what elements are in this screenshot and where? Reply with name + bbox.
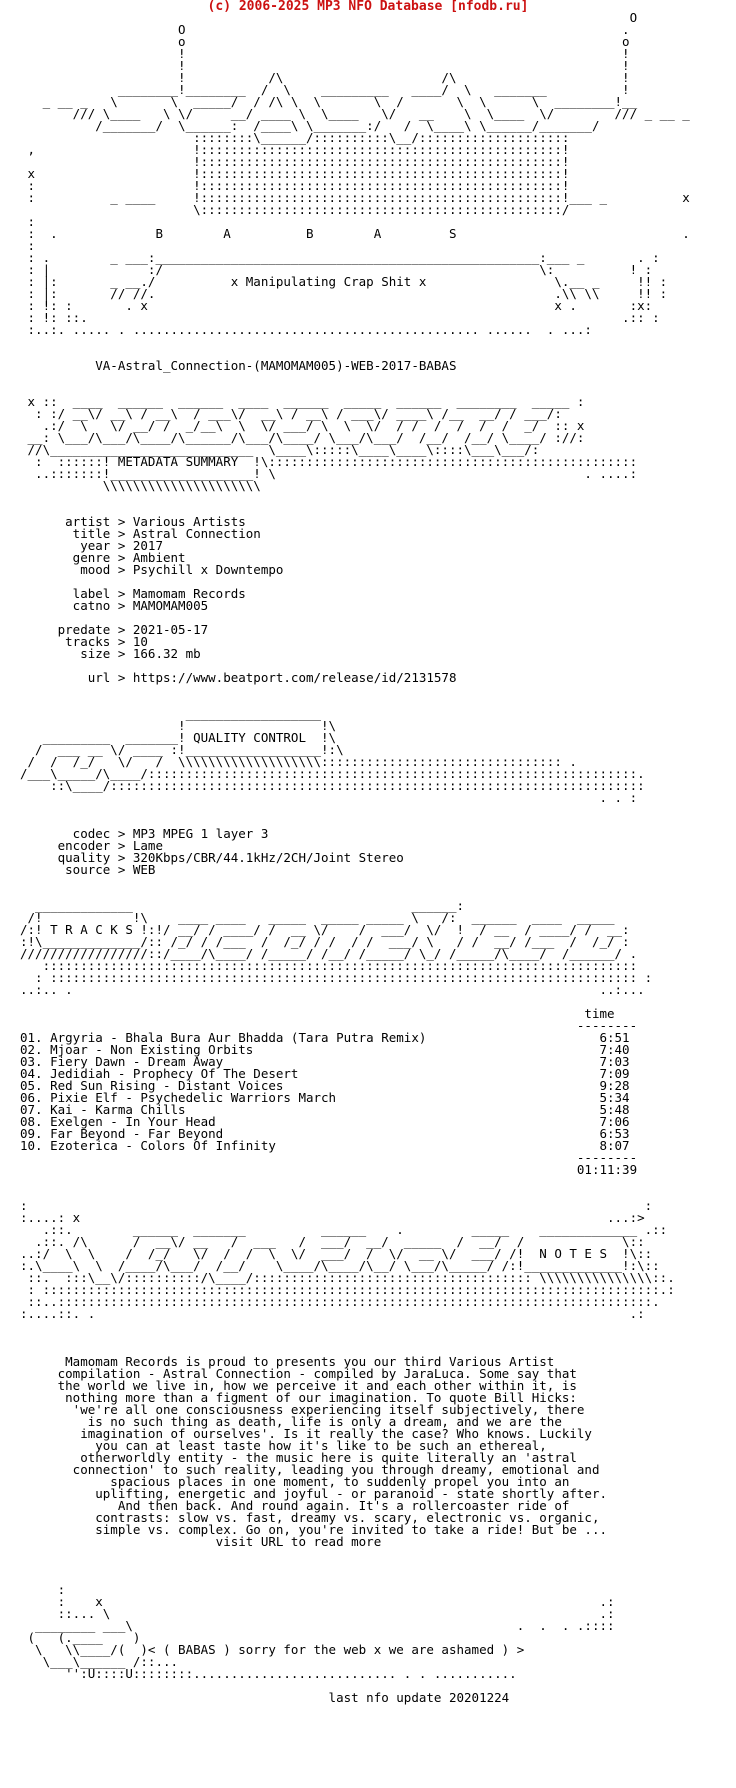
copyright-banner: (c) 2006-2025 MP3 NFO Database [nfodb.ru] [207,0,529,14]
nfo-text: O O . o o ! ! ! ! ! /\ /\ ! ________!________ / \ _________ ____/ \ _______ ! _ __ _ \ \ _____/ / /\ \ \ \ / \ \ \ ________!__ /// \____ \ \/ __/ ____ \ \____ \/ __ \ \____ \/ /// _ __ _ /_______/ \______: /____\ \_______:/ / \____\ \______/_______/ ::::::::\______/::::::::::\__/:::::::::::::::::::: , !::::::::::::::::::::::::::::::::::::::::::::::::! !::::::::::::::::::::::::::::::::::::::::::::::::! x !::::::::::::::::::::::::::::::::::::::::::::::::! : !::::::::::::::::::::::::::::::::::::::::::::::::! : _ ____ !::::::::::::::::::::::::::::::::::::::::::::::::!___ _ x \::::::::::::::::::::::::::::::::::::::::::::::::/ : : . B A B A S . : : . _ ___:___________________________________________________:___ _ . : : | :/ \: ! : : |: _ __./ x Manipulating Crap Shit x \.__ _ !! : : |: // //. .\\ \\ !! : : !: : . x x . :x: : !: ::. .:: : :..:. ..... . .............................................. ...... . ...: VA-Astral_Connection-(MAMOMAM005)-WEB-2017-BABAS x :: ____ ______ ______ ____ ______ _____ ______ ________ _____ : : :/ __\/ __\ / __\ / ___\/ __\ / __\ / ___\/ ____\ /__ __/ / ___/: .:/ \ \/ __/ / _/__\ \ \/ ___/ \ \ \/ / / / / / / _/ :: x __: \___/\___/\____/\______/\___/\____/ \___/\___/ /__/ /__/ \____/ ://: //\___________________________ \____\:::::\____\____\::::\___\___/: : ::::::! METADATA SUMMARY !\::::::::::::::::::::::::::::::::::::::::::::::::: ..:::::::!___________________! \ . ....: \\\\\\\\\\\\\\\\\\\\\ artist > Various Artists title > Astral Connection year > 2017 genre > Ambient mood > Psychill x Downtempo label > Mamomam Records catno > MAMOMAM005 predate > 2021-05-17 tracks > 10 size > 166.32 mb url > https://www.beatport.com/release/id/2131578 __________________ ! !\ _________ _______! QUALITY CONTROL !\ / ___ __ \/ ____ :!__________________!:\ / / /_/ \/ / \\\\\\\\\\\\\\\\\\\:::::::::::::::::::::::::::::::: . /___\_____/\____/:::::::::::::::::::::::::::::::::::::::::::::::::::::::::::::::::. ::\____/::::::::::::::::::::::::::::::::::::::::::::::::::::::::::::::::::::::: . . : codec > MP3 MPEG 1 layer 3 encoder > Lame quality > 320Kbps/CBR/44.1kHz/2CH/Joint Stereo source > WEB _____________ ______: /! !\ ____ ____ _____ _____ _____ \ /: ______ ____ _____ /:! T R A C K S !:!/ __/ / ____/ / __ \/ / ___/ \/ ! / __ / ____/ / __: :!\_____________/:: /_/ / /___ / /_/ / / / / ___/ \ / / __/ /___ / /_/ : /////////////////::/____/\____/ /_____/ /__/ /_____/ \_/ /_____/\____/ /______/ . ::::::::::::::::::::::::::::::::::::::::::::::::::::::::::::::::::::::::::::::: : :::::::::::::::::::::::::::::::::::::::::::::::::::::::::::::::::::::::::::::: : ..:.. . ..:... time -------- 01. Argyria - Bhala Bura Aur Bhadda (Tara Putra Remix) 6:51 02. Mjoar - Non Existing Orbits 7:40 03. Fiery Dawn - Dream Away 7:03 04. Jedidiah - Prophecy Of The Desert 7:09 05. Red Sun Rising - Distant Voices 9:28 06. Pixie Elf - Psychedelic Warriors March 5:34 07. Kai - Karma Chills 5:48 08. Exelgen - In Your Head 7:06 09. Far Beyond - Far Beyond 6:53 10. Ezoterica - Colors Of Infinity 8:07 -------- 01:11:39 : : :....: x ...:> .::. ______ _______ ______ . _____ _____________ .:: .::. /\ / __\/ __ / ___ / ___/ __/ _____ / __/ / \:: ..:/ \ \ / /_/ \/ / / \ \/ ___/ / \/ __ \/ ___/ /! N O T E S !\:: :.\____\ \ /____/\___/ /__/ \____/\____/\__/ \___/\_____/ /:!_____________!:\:: ::. :::\__\/::::::::::/\____/::::::::::::::::::::::::::::::::::::: \\\\\\\\\\\\\\\::. : ::::::::::::::::::::::::::::::::::::::::::::::::::::::::::::::::::::::::::::::::::.: ::..:::::::::::::::::::::::::::::::::::::::::::::::::::::::::::::::::::::::::::::::. :....::. . .: Mamomam Records is proud to presents you our third Various Artist compilation - Astral Connection - compiled by JaraLuca. Some say that the world we live in, how we perceive it and each other within it, is nothing more than a figment of our imagination. To quote Bill Hicks: 'we're all one consciousness experiencing itself subjectively, there is no such thing as death, life is only a dream, and we are the imagination of ourselves'. Is it really the case? Who knows. Luckily you can at least taste how it's like to be such an ethereal, otherworldly entity - the music here is quite literally an 'astral connection' to such reality, leading you through dreamy, emotional and spacious places in one moment, to suddenly propel you into an uplifting, energetic and joyful - or paranoid - state shortly after. And then back. And round again. It's a rollercoaster ride of contrasts: slow vs. fast, dreamy vs. scary, electronic vs. organic, simple vs. complex. Go on, you're invited to take a ride! But be ... visit URL to read more : : x .: ::... \ .: ________ ___\ . . . .:::: ( (.____ ) \ \\____/( )< ( BABAS ) sorry for the web x we are ashamed ) > \___\______ /::... '':U::::U::::::::........................... . . ........... last nfo update 20201224 [20,10,690,1705]
